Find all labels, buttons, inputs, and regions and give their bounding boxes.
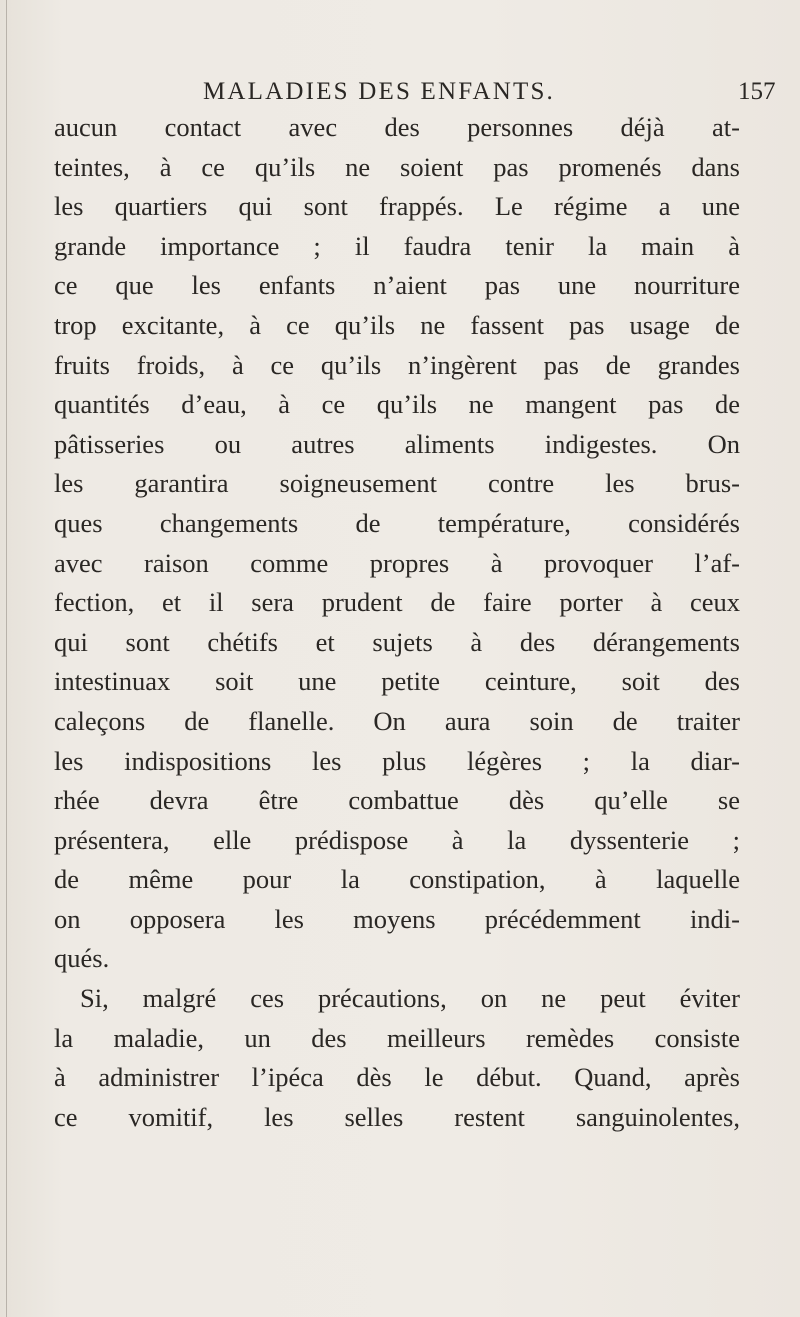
- text-line: intestinuax soit une petite ceinture, soit des: [54, 666, 740, 697]
- running-head: [0, 76, 800, 108]
- running-head-title: MALADIES DES ENFANTS.: [203, 78, 555, 105]
- body-text: [54, 108, 740, 1137]
- page-edge-divider: [6, 0, 7, 1317]
- text-line: ce que les enfants n’aient pas une nourriture: [54, 270, 740, 301]
- text-line: les garantira soigneusement contre les brus-: [54, 468, 740, 499]
- text-line: les indispositions les plus légères ; la diar-: [54, 745, 740, 776]
- text-line: rhée devra être combattue dès qu’elle se: [54, 785, 740, 816]
- text-line: aucun contact avec des personnes déjà at-: [54, 112, 740, 142]
- text-line: quantités d’eau, à ce qu’ils ne mangent pas de: [54, 389, 740, 420]
- text-line: la maladie, un des meilleurs remèdes consiste: [54, 1022, 740, 1053]
- text-line: pâtisseries ou autres aliments indigestes. On: [54, 428, 740, 459]
- text-line: fection, et il sera prudent de faire porter à ceux: [54, 587, 740, 618]
- text-line: ques changements de température, considérés: [54, 507, 740, 538]
- text-line: fruits froids, à ce qu’ils n’ingèrent pas de grandes: [54, 349, 740, 380]
- text-line: qui sont chétifs et sujets à des dérangements: [54, 626, 740, 657]
- text-line: ce vomitif, les selles restent sanguinolentes,: [54, 1101, 740, 1132]
- page-number: 157: [738, 78, 776, 105]
- text-line: trop excitante, à ce qu’ils ne fassent pas usage de: [54, 309, 740, 340]
- text-line: grande importance ; il faudra tenir la main à: [54, 230, 740, 261]
- text-line: caleçons de flanelle. On aura soin de traiter: [54, 705, 740, 736]
- text-line-paragraph-start: Si, malgré ces précautions, on ne peut éviter: [80, 983, 740, 1014]
- text-line-paragraph-end: qués.: [54, 943, 110, 974]
- text-line: de même pour la constipation, à laquelle: [54, 864, 740, 895]
- text-line: présentera, elle prédispose à la dyssenterie ;: [54, 824, 740, 855]
- text-line: les quartiers qui sont frappés. Le régime a une: [54, 191, 740, 222]
- text-line: teintes, à ce qu’ils ne soient pas promenés dans: [54, 151, 740, 182]
- text-line: avec raison comme propres à provoquer l’af-: [54, 547, 740, 578]
- text-line: à administrer l’ipéca dès le début. Quand, après: [54, 1062, 740, 1093]
- text-line: on opposera les moyens précédemment indi-: [54, 903, 740, 934]
